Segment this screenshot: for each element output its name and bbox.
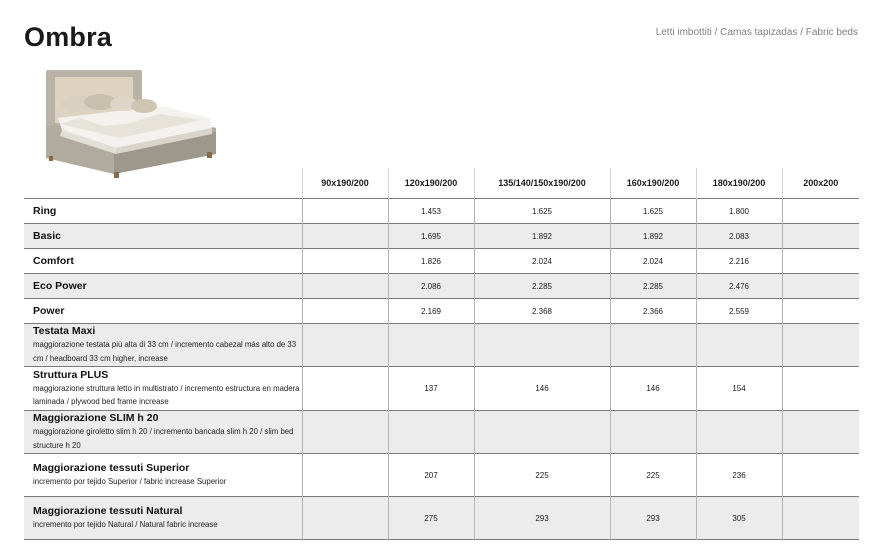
row-name: Comfort xyxy=(33,255,74,267)
row-name: Maggiorazione SLIM h 20 xyxy=(33,412,159,424)
price-cell xyxy=(696,411,782,454)
price-cell: 275 xyxy=(388,497,474,540)
table-row xyxy=(24,274,859,299)
price-cell xyxy=(302,324,388,367)
header-corner xyxy=(24,168,302,199)
price-cell: 2.559 xyxy=(696,299,782,324)
row-name: Testata Maxi xyxy=(33,325,96,337)
price-cell: 1.826 xyxy=(388,249,474,274)
column-header: 135/140/150x190/200 xyxy=(474,168,610,199)
price-cell: 2.285 xyxy=(610,274,696,299)
column-header: 180x190/200 xyxy=(696,168,782,199)
row-label xyxy=(24,199,302,224)
table-row xyxy=(24,411,859,454)
price-cell xyxy=(388,411,474,454)
price-cell xyxy=(782,199,859,224)
row-description: maggiorazione giroletto slim h 20 / incremento bancada slim h 20 / slim bed structure h 20 xyxy=(33,427,294,450)
price-cell xyxy=(302,454,388,497)
price-cell: 1.695 xyxy=(388,224,474,249)
row-name: Power xyxy=(33,305,65,317)
price-cell: 1.892 xyxy=(610,224,696,249)
price-cell xyxy=(302,274,388,299)
price-cell xyxy=(474,324,610,367)
table-row xyxy=(24,454,859,497)
price-cell xyxy=(782,454,859,497)
row-description: incremento por tejido Superior / fabric increase Superior xyxy=(33,476,227,486)
price-cell: 2.083 xyxy=(696,224,782,249)
table-row xyxy=(24,367,859,411)
table-row xyxy=(24,324,859,367)
price-cell xyxy=(610,411,696,454)
row-name: Basic xyxy=(33,230,62,242)
price-cell xyxy=(610,324,696,367)
price-cell: 2.368 xyxy=(474,299,610,324)
row-label xyxy=(24,224,302,249)
price-cell xyxy=(302,299,388,324)
price-cell: 207 xyxy=(388,454,474,497)
price-cell xyxy=(302,411,388,454)
price-cell: 225 xyxy=(610,454,696,497)
row-label xyxy=(24,249,302,274)
price-cell: 2.285 xyxy=(474,274,610,299)
row-name: Maggiorazione tessuti Natural xyxy=(33,504,183,517)
price-cell xyxy=(388,324,474,367)
column-header: 120x190/200 xyxy=(388,168,474,199)
price-cell: 1.453 xyxy=(388,199,474,224)
price-cell xyxy=(782,367,859,411)
price-cell: 293 xyxy=(474,497,610,540)
price-table xyxy=(24,168,859,540)
price-cell: 2.476 xyxy=(696,274,782,299)
category-label: Letti imbottiti / Camas tapizadas / Fabric beds xyxy=(655,27,858,38)
table-row xyxy=(24,249,859,274)
row-description: maggiorazione testata più alta di 33 cm / incremento cabezal más alto de 33 cm / headboard 33 cm higher, increase xyxy=(33,340,297,363)
price-cell xyxy=(782,274,859,299)
price-cell: 2.169 xyxy=(388,299,474,324)
price-cell: 305 xyxy=(696,497,782,540)
row-name: Eco Power xyxy=(33,280,87,292)
price-cell xyxy=(782,411,859,454)
price-cell xyxy=(782,224,859,249)
page-title: Ombra xyxy=(24,22,113,52)
price-cell: 154 xyxy=(696,367,782,411)
price-cell: 236 xyxy=(696,454,782,497)
row-name: Struttura PLUS xyxy=(33,368,109,381)
column-header: 90x190/200 xyxy=(302,168,388,199)
price-cell xyxy=(302,224,388,249)
row-label xyxy=(24,497,302,540)
row-label xyxy=(24,367,302,411)
price-cell xyxy=(302,249,388,274)
price-cell: 1.892 xyxy=(474,224,610,249)
row-label xyxy=(24,411,302,454)
price-cell xyxy=(302,367,388,411)
size-header-row xyxy=(24,168,859,199)
price-cell xyxy=(782,497,859,540)
price-cell xyxy=(782,299,859,324)
price-cell xyxy=(302,497,388,540)
price-cell: 2.024 xyxy=(474,249,610,274)
price-cell: 2.366 xyxy=(610,299,696,324)
row-label xyxy=(24,324,302,367)
table-row xyxy=(24,224,859,249)
price-cell: 137 xyxy=(388,367,474,411)
table-row xyxy=(24,299,859,324)
price-cell: 2.216 xyxy=(696,249,782,274)
price-cell: 293 xyxy=(610,497,696,540)
table-row xyxy=(24,497,859,540)
row-description: maggiorazione struttura letto in multistrato / incremento estructura en madera laminada / plywood bed frame increase xyxy=(33,383,300,406)
column-header: 200x200 xyxy=(782,168,859,199)
row-label xyxy=(24,454,302,497)
price-cell xyxy=(782,249,859,274)
row-name: Maggiorazione tessuti Superior xyxy=(33,461,190,474)
price-cell xyxy=(782,324,859,367)
row-label xyxy=(24,299,302,324)
price-cell xyxy=(302,199,388,224)
column-header: 160x190/200 xyxy=(610,168,696,199)
row-description: incremento por tejido Natural / Natural fabric increase xyxy=(33,519,218,529)
price-cell: 2.086 xyxy=(388,274,474,299)
price-cell: 225 xyxy=(474,454,610,497)
price-cell: 1.800 xyxy=(696,199,782,224)
price-cell: 1.625 xyxy=(474,199,610,224)
price-cell xyxy=(696,324,782,367)
price-cell: 1.625 xyxy=(610,199,696,224)
table-row xyxy=(24,199,859,224)
price-cell: 146 xyxy=(474,367,610,411)
row-label xyxy=(24,274,302,299)
price-cell: 2.024 xyxy=(610,249,696,274)
row-name: Ring xyxy=(33,205,57,217)
price-cell: 146 xyxy=(610,367,696,411)
price-cell xyxy=(474,411,610,454)
